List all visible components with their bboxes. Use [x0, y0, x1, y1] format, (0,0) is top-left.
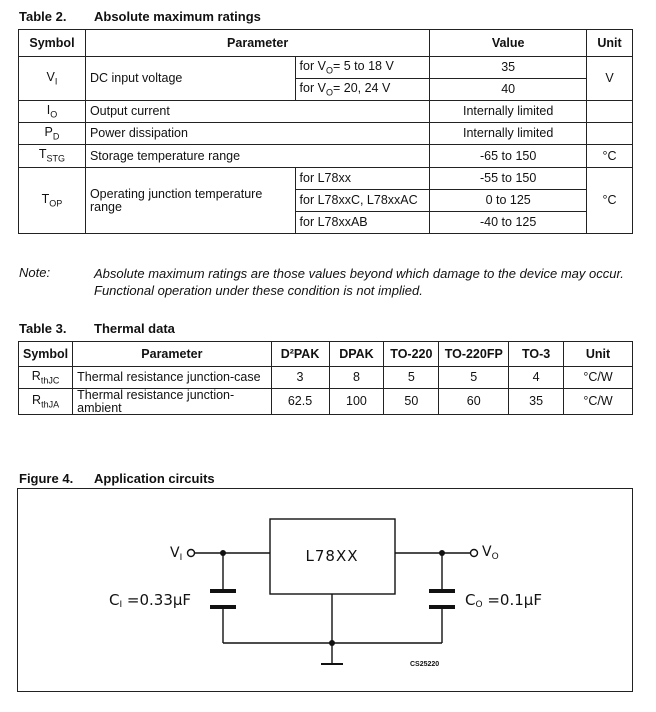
table3-header-to3: TO-3: [509, 342, 564, 367]
symbol-cell: $V_I$: [19, 57, 86, 101]
table-row: [19, 101, 633, 123]
value-cell: 50: [384, 389, 439, 415]
table2-title: Absolute maximum ratings: [94, 9, 261, 24]
cout-plate-top: [429, 589, 455, 593]
table3-header-symbol: Symbol: [19, 342, 73, 367]
table3-header-to220fp: TO-220FP: [439, 342, 509, 367]
table3-header-dpak: DPAK: [329, 342, 384, 367]
symbol-cell: $T_{STG}$: [19, 145, 86, 168]
table3-header-d2pak: D²PAK: [271, 342, 329, 367]
value-cell: 35: [430, 57, 587, 79]
table2-header-parameter: Parameter: [85, 30, 429, 57]
figure4-caption: [19, 471, 215, 486]
unit-cell: °C: [587, 145, 633, 168]
vin-label: $V_I$: [170, 545, 183, 563]
value-cell: 5: [384, 367, 439, 389]
table2-header-value: Value: [430, 30, 587, 57]
parameter-cell: Thermal resistance junction-ambient: [73, 389, 271, 415]
value-cell: Internally limited: [430, 101, 587, 123]
symbol-cell: $R_{thJC}$: [19, 367, 73, 389]
condition-cell: for $V_O= 5$ to 18 V: [295, 57, 430, 79]
parameter-cell: DC input voltage: [85, 57, 295, 101]
ground-symbol: [321, 663, 343, 665]
application-circuit-figure: [17, 488, 633, 692]
input-terminal: [188, 550, 195, 557]
figure-code: CS25220: [410, 661, 440, 668]
value-cell: -55 to 150: [430, 168, 587, 190]
cin-plate-top: [210, 589, 236, 593]
symbol-cell: $I_O$: [19, 101, 86, 123]
table2-number: Table 2.: [19, 9, 67, 24]
table-row: [19, 389, 633, 415]
unit-cell: [587, 123, 633, 145]
value-cell: 8: [329, 367, 384, 389]
value-cell: 4: [509, 367, 564, 389]
note-label: Note:: [19, 265, 51, 280]
vout-label: $V_O$: [482, 544, 499, 562]
parameter-cell: Storage temperature range: [85, 145, 429, 168]
table-row: [19, 367, 633, 389]
circuit-diagram: [18, 489, 632, 691]
table3-header-parameter: Parameter: [73, 342, 271, 367]
condition-cell: for L78xxAB: [295, 212, 430, 234]
value-cell: 3: [271, 367, 329, 389]
parameter-cell: Thermal resistance junction-case: [73, 367, 271, 389]
table-row: [19, 123, 633, 145]
symbol-cell: $P_D$: [19, 123, 86, 145]
value-cell: 40: [430, 79, 587, 101]
cout-label: CO =0.1μF: [465, 591, 542, 610]
symbol-cell: $R_{thJA}$: [19, 389, 73, 415]
parameter-cell: Operating junction temperature range: [85, 168, 295, 234]
table-row: [19, 168, 633, 190]
table3-header-unit: Unit: [564, 342, 633, 367]
condition-cell: for L78xxC, L78xxAC: [295, 190, 430, 212]
figure4-title: Application circuits: [94, 471, 215, 486]
value-cell: 0 to 125: [430, 190, 587, 212]
absolute-max-ratings-table: [18, 29, 633, 234]
thermal-data-table: [18, 341, 633, 415]
cout-plate-bottom: [429, 605, 455, 609]
note-line-1: Absolute maximum ratings are those values beyond which damage to the device may occur.: [94, 266, 624, 281]
junction-dot: [439, 550, 445, 556]
cin-plate-bottom: [210, 605, 236, 609]
table2-header-symbol: Symbol: [19, 30, 86, 57]
table2-caption: [19, 9, 261, 24]
value-cell: 100: [329, 389, 384, 415]
value-cell: 60: [439, 389, 509, 415]
value-cell: -65 to 150: [430, 145, 587, 168]
table3-number: Table 3.: [19, 321, 67, 336]
parameter-cell: Power dissipation: [85, 123, 429, 145]
table-row: [19, 57, 633, 79]
table3-caption: [19, 321, 175, 336]
unit-cell: °C: [587, 168, 633, 234]
output-terminal: [471, 550, 478, 557]
value-cell: 62.5: [271, 389, 329, 415]
ic-label: L78XX: [305, 547, 359, 565]
unit-cell: °C/W: [564, 389, 633, 415]
value-cell: -40 to 125: [430, 212, 587, 234]
junction-dot: [329, 640, 335, 646]
junction-dot: [220, 550, 226, 556]
symbol-cell: $T_{OP}$: [19, 168, 86, 234]
figure4-number: Figure 4.: [19, 471, 74, 486]
unit-cell: °C/W: [564, 367, 633, 389]
note-line-2: Functional operation under these condition is not implied.: [94, 283, 423, 298]
table3-title: Thermal data: [94, 321, 175, 336]
table-row: [19, 145, 633, 168]
condition-cell: for $V_O= 20$, 24 V: [295, 79, 430, 101]
condition-cell: for L78xx: [295, 168, 430, 190]
value-cell: Internally limited: [430, 123, 587, 145]
value-cell: 5: [439, 367, 509, 389]
table2-header-unit: Unit: [587, 30, 633, 57]
table3-header-to220: TO-220: [384, 342, 439, 367]
parameter-cell: Output current: [85, 101, 429, 123]
unit-cell: [587, 101, 633, 123]
cin-label: CI =0.33μF: [109, 591, 192, 610]
value-cell: 35: [509, 389, 564, 415]
unit-cell: V: [587, 57, 633, 101]
note-text: [94, 265, 624, 299]
